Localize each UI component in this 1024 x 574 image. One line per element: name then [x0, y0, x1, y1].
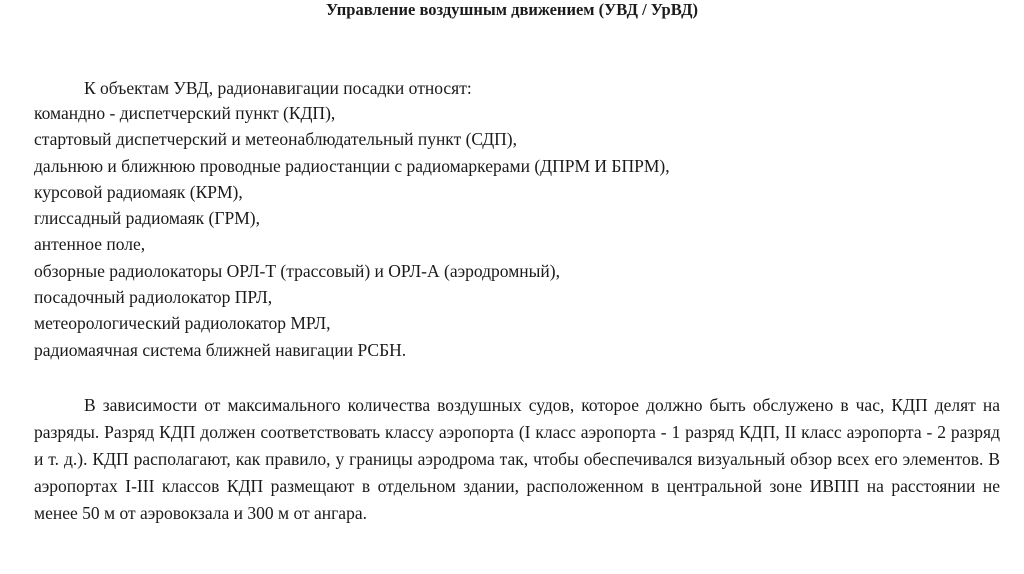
list-item: радиомаячная система ближней навигации РСБН. [34, 339, 407, 360]
list-item: обзорные радиолокаторы ОРЛ-Т (трассовый) и ОРЛ-А (аэродромный), [34, 260, 560, 281]
list-item: курсовой радиомаяк (КРМ), [34, 181, 243, 202]
list-item: стартовый диспетчерский и метеонаблюдательный пункт (СДП), [34, 129, 518, 150]
page-title: Управление воздушным движением (УВД / УрВД) [326, 0, 698, 19]
list-item: посадочный радиолокатор ПРЛ, [34, 287, 273, 308]
list-item: командно - диспетчерский пункт (КДП), [34, 103, 336, 123]
list-item: дальнюю и ближнюю проводные радиостанции с радиомаркерами (ДПРМ И БПРМ), [34, 155, 670, 176]
list-item: антенное поле, [34, 234, 146, 255]
list-item: глиссадный радиомаяк (ГРМ), [34, 208, 260, 229]
body-paragraph: В зависимости от максимального количества воздушных судов, которое должно быть обслужено в час, КДП делят на разряды. Разряд КДП должен соответствовать классу аэропорта (I класс аэропорта - 1 разряд КДП, II класс аэропорта - 2 разряд и т. д.). КДП располагают, как правило, у границы аэродрома так, чтобы обеспечивался визуальный обзор всех его элементов. В аэропортах I-III классов КДП размещают в отдельном здании, расположенном в центральной зоне ИВПП на расстоянии не менее 50 м от аэровокзала и 300 м от ангара. [34, 395, 1000, 523]
intro-text: К объектам УВД, радионавигации посадки относят: [84, 78, 472, 98]
list-item: метеорологический радиолокатор МРЛ, [34, 313, 331, 334]
objects-list [34, 100, 670, 363]
